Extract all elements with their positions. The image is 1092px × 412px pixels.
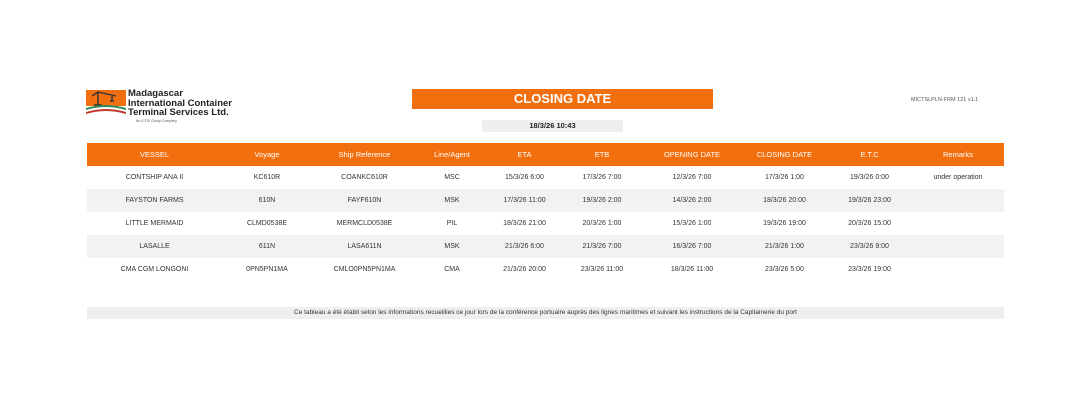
- cell-remarks: [912, 235, 1004, 258]
- cell-vessel: CONTSHIP ANA II: [125, 174, 184, 181]
- cell-remarks: [912, 189, 1004, 212]
- cell-opening-date: 16/3/26 7:00: [672, 243, 712, 250]
- cell-etc: 20/3/26 15:00: [848, 220, 891, 227]
- table-row: [87, 189, 1004, 212]
- cell-line-agent: MSK: [444, 197, 460, 204]
- logo-name-line1: Madagascar: [128, 88, 183, 99]
- header-ship-reference: Ship Reference: [338, 150, 391, 159]
- cell-line-agent: CMA: [444, 266, 460, 273]
- cell-etb: 17/3/26 7:00: [582, 174, 622, 181]
- cell-eta: 21/3/26 6:00: [505, 243, 544, 250]
- cell-closing-date: 18/3/26 20:00: [763, 197, 806, 204]
- cell-etb: 20/3/26 1:00: [582, 220, 622, 227]
- cell-closing-date: 23/3/26 5:00: [765, 266, 804, 273]
- header-etc: E.T.C: [860, 150, 879, 159]
- cell-eta: 17/3/26 11:00: [503, 197, 546, 204]
- cell-remarks: [912, 258, 1004, 281]
- cell-vessel: LASALLE: [139, 243, 170, 250]
- header-voyage: Voyage: [254, 150, 280, 159]
- table-row: [87, 235, 1004, 258]
- table-row: [87, 166, 1004, 189]
- cell-vessel: FAYSTON FARMS: [125, 197, 184, 204]
- cell-remarks: under operation: [933, 174, 983, 181]
- table-header: [87, 143, 1004, 166]
- cell-voyage: CLMD0538E: [246, 220, 288, 227]
- report-datetime: 18/3/26 10:43: [482, 120, 623, 132]
- page-title: CLOSING DATE: [412, 89, 713, 109]
- table-row: [87, 258, 1004, 281]
- cell-vessel: CMA CGM LONGONI: [120, 266, 189, 273]
- cell-opening-date: 14/3/26 2:00: [672, 197, 712, 204]
- cell-ship-reference: COANKC610R: [341, 174, 388, 181]
- crane-logo-icon: [86, 88, 128, 118]
- vessel-table-body: [87, 166, 1004, 281]
- cell-ship-reference: CMLO0PN5PN1MA: [333, 266, 396, 273]
- header-closing-date: CLOSING DATE: [756, 150, 813, 159]
- cell-opening-date: 12/3/26 7:00: [672, 174, 712, 181]
- cell-closing-date: 19/3/26 19:00: [763, 220, 806, 227]
- cell-voyage: 611N: [258, 243, 276, 250]
- header-vessel: VESSEL: [139, 150, 170, 159]
- cell-etc: 19/3/26 0:00: [850, 174, 889, 181]
- logo-company-name: [128, 89, 232, 118]
- header-line-agent: Line/Agent: [434, 150, 470, 159]
- cell-voyage: 610N: [258, 197, 276, 204]
- header-opening-date: OPENING DATE: [663, 150, 721, 159]
- header-remarks: Remarks: [942, 150, 973, 159]
- cell-ship-reference: LASA611N: [347, 243, 382, 250]
- cell-eta: 21/3/26 20:00: [503, 266, 546, 273]
- table-row: [87, 212, 1004, 235]
- cell-voyage: 0PN5PN1MA: [246, 266, 288, 273]
- company-logo: [86, 88, 236, 128]
- cell-etc: 23/3/26 9:00: [850, 243, 889, 250]
- cell-vessel: LITTLE MERMAID: [125, 220, 184, 227]
- cell-etc: 19/3/26 23:00: [848, 197, 891, 204]
- cell-closing-date: 21/3/26 1:00: [765, 243, 804, 250]
- cell-remarks: [912, 212, 1004, 235]
- cell-opening-date: 18/3/26 11:00: [670, 266, 714, 273]
- header-etb: ETB: [594, 150, 610, 159]
- logo-name-line2: International Container: [128, 97, 232, 109]
- cell-opening-date: 15/3/26 1:00: [672, 220, 712, 227]
- footer-note: Ce tableau a été établi selon les informations recueillies ce jour lors de la conférence portuaire auprès des lignes maritimes et suivant les instructions de la Capitainerie du port: [87, 307, 1004, 319]
- cell-eta: 18/3/26 21:00: [503, 220, 546, 227]
- cell-ship-reference: MERMCLD0538E: [336, 220, 393, 227]
- cell-eta: 15/3/26 6:00: [505, 174, 544, 181]
- form-reference: MICTSLPLN-FRM 121 v1.1: [911, 97, 979, 103]
- cell-line-agent: MSC: [444, 174, 460, 181]
- cell-line-agent: MSK: [444, 243, 460, 250]
- header-eta: ETA: [517, 150, 532, 159]
- cell-etb: 21/3/26 7:00: [582, 243, 622, 250]
- cell-etb: 19/3/26 2:00: [582, 197, 622, 204]
- cell-closing-date: 17/3/26 1:00: [765, 174, 804, 181]
- logo-tagline: An ICTSI Group Company: [136, 119, 177, 123]
- cell-voyage: KC610R: [253, 174, 281, 181]
- logo-name-line3: Terminal Services Ltd.: [128, 107, 229, 118]
- cell-line-agent: PIL: [446, 220, 458, 227]
- cell-etb: 23/3/26 11:00: [580, 266, 624, 273]
- cell-etc: 23/3/26 19:00: [848, 266, 891, 273]
- cell-ship-reference: FAYF610N: [347, 197, 382, 204]
